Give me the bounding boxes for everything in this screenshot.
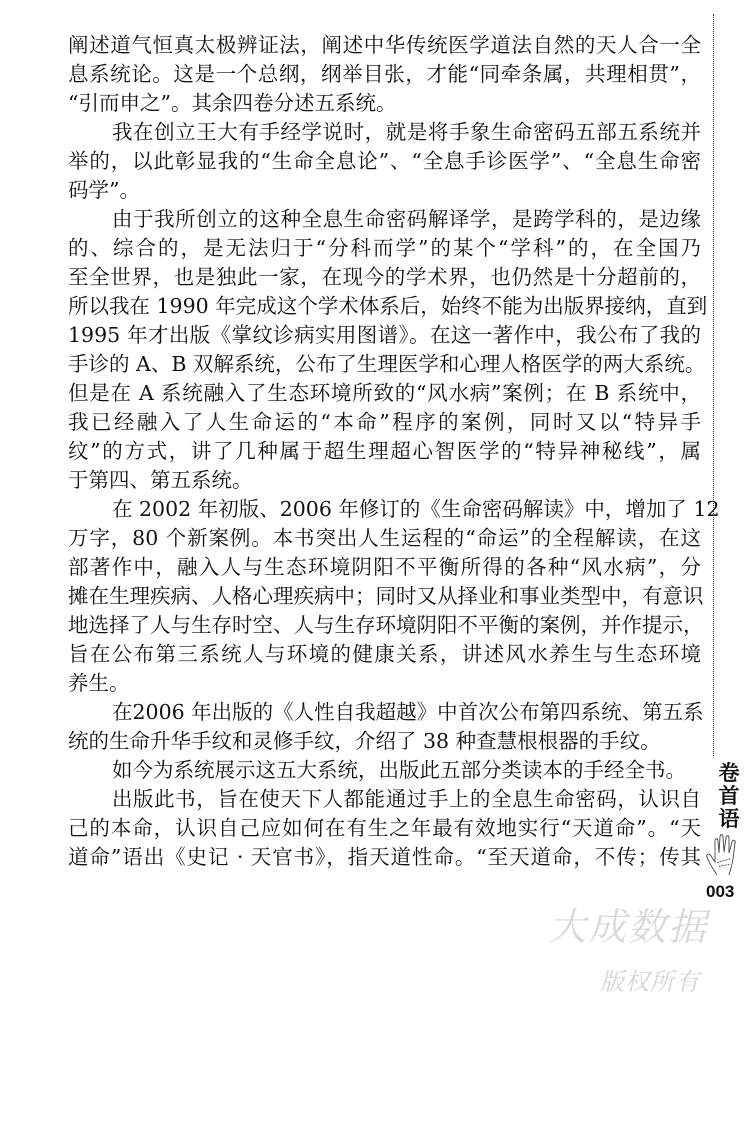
text-line: 至全世界，也是独此一家，在现今的学术界，也仍然是十分超前的，: [68, 265, 701, 289]
section-title: [716, 762, 742, 831]
text-line: “引而申之”。其余四卷分述五系统。: [68, 91, 397, 115]
section-title-char: 首: [718, 784, 740, 808]
palm-hand-icon: [705, 833, 743, 881]
text-line: 所以我在 1990 年完成这个学术体系后，始终不能为出版界接纳，直到: [68, 294, 708, 318]
watermark-publisher: 大成数据: [548, 905, 709, 949]
text-line: 但是在 A 系统融入了生态环境所致的“风水病”案例；在 B 系统中，: [68, 381, 701, 405]
text-line: 在2006 年出版的《人性自我超越》中首次公布第四系统、第五系: [112, 700, 704, 724]
text-line: 举的，以此彰显我的“生命全息论”、“全息手诊医学”、“全息生命密: [68, 149, 701, 173]
text-line: 我已经融入了人生命运的“本命”程序的案例，同时又以“特异手: [68, 410, 701, 434]
section-title-char: 卷: [718, 761, 740, 785]
text-line: 地选择了人与生存时空、人与生存环境阴阳不平衡的案例，并作提示，: [68, 613, 704, 637]
text-line: 如今为系统展示这五大系统，出版此五部分类读本的手经全书。: [112, 758, 686, 782]
body-text: [68, 31, 720, 872]
text-line: 的、综合的，是无法归于“分科而学”的某个“学科”的，在全国乃: [68, 236, 701, 260]
text-line: 道命”语出《史记 · 天官书》，指天道性命。“至天道命，不传；传其: [68, 845, 701, 869]
watermark-copyright: 版权所有: [600, 968, 700, 996]
text-line: 阐述道气恒真太极辨证法，阐述中华传统医学道法自然的天人合一全: [68, 33, 701, 57]
page-number: 003: [706, 882, 735, 901]
text-line: 部著作中，融入人与生态环境阴阳不平衡所得的各种“风水病”，分: [68, 555, 701, 579]
text-line: 于第四、第五系统。: [68, 468, 253, 492]
text-line: 养生。: [68, 671, 130, 695]
text-line: 在 2002 年初版、2006 年修订的《生命密码解读》中，增加了 12: [112, 497, 720, 521]
text-line: 码学”。: [68, 178, 140, 202]
text-line: 由于我所创立的这种全息生命密码解译学，是跨学科的，是边缘: [112, 207, 701, 231]
text-line: 己的本命，认识自己应如何在有生之年最有效地实行“天道命”。“天: [68, 816, 701, 840]
text-line: 万字，80 个新案例。本书突出人生运程的“命运”的全程解读，在这: [68, 526, 701, 550]
text-line: 息系统论。这是一个总纲，纲举目张，才能“同牵条属，共理相贯”，: [68, 62, 701, 86]
text-line: 1995 年才出版《掌纹诊病实用图谱》。在这一著作中，我公布了我的: [68, 323, 701, 347]
section-title-char: 语: [718, 807, 740, 831]
text-line: 旨在公布第三系统人与环境的健康关系，讲述风水养生与生态环境: [68, 642, 701, 666]
text-line: 摊在生理疾病、人格心理疾病中；同时又从择业和事业类型中，有意识: [68, 584, 704, 608]
text-line: 统的生命升华手纹和灵修手纹，介绍了 38 种查慧根根器的手纹。: [68, 729, 661, 753]
text-line: 我在创立王大有手经学说时，就是将手象生命密码五部五系统并: [112, 120, 701, 144]
text-line: 出版此书，旨在使天下人都能通过手上的全息生命密码，认识自: [112, 787, 701, 811]
text-line: 纹”的方式，讲了几种属于超生理超心智医学的“特异神秘线”，属: [68, 439, 701, 463]
text-line: 手诊的 A、B 双解系统，公布了生理医学和心理人格医学的两大系统。: [68, 352, 706, 376]
margin-divider: [713, 14, 714, 756]
